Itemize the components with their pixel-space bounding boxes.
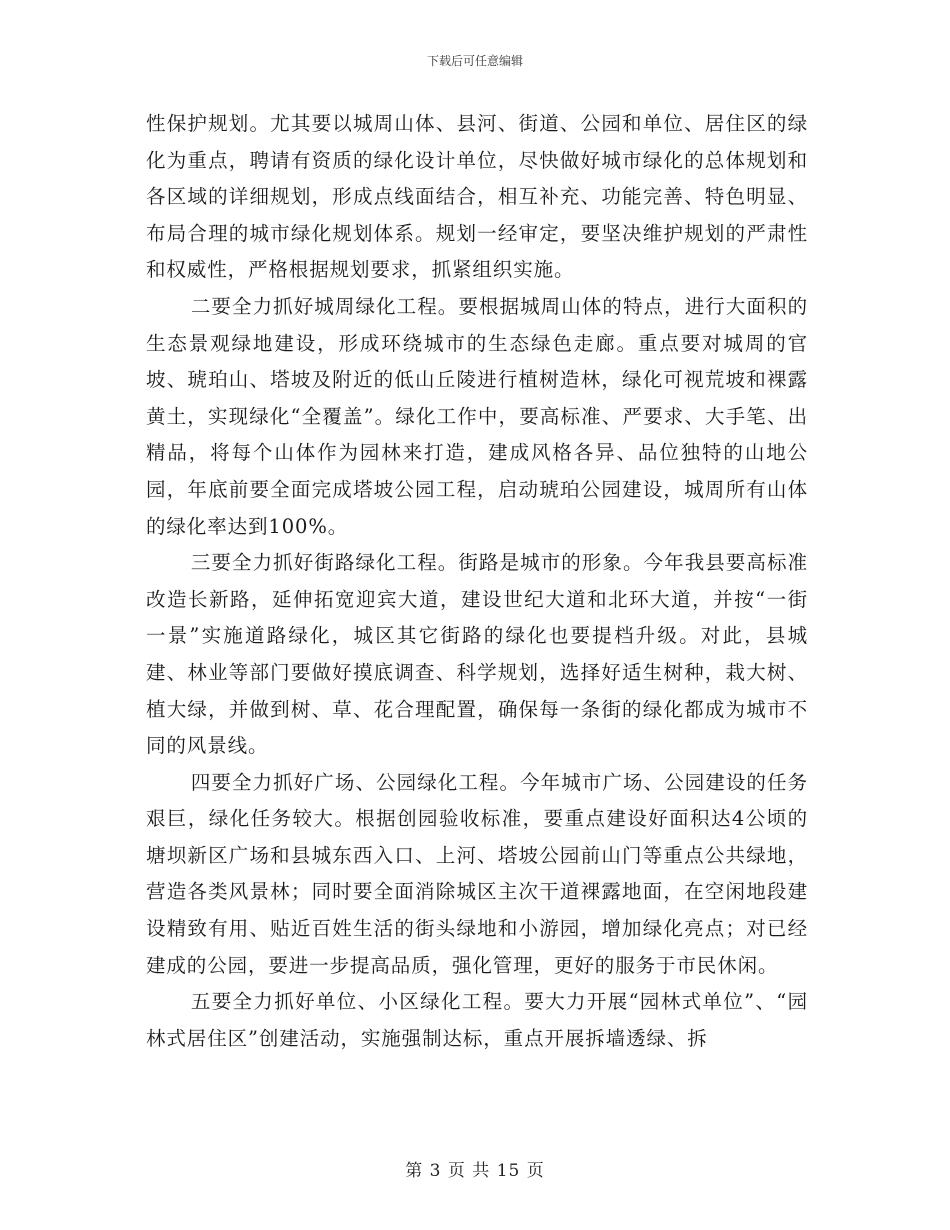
paragraph-2: 二要全力抓好城周绿化工程。要根据城周山体的特点，进行大面积的生态景观绿地建设，形成环绕城市的生态绿色走廊。重点要对城周的官坡、琥珀山、塔坡及附近的低山丘陵进行植树造林，绿化可视荒坡和裸露黄土，实现绿化“全覆盖”。绿化工作中，要高标准、严要求、大手笔、出精品，将每个山体作为园林来打造，建成风格各异、品位独特的山地公园，年底前要全面完成塔坡公园工程，启动琥珀公园建设，城周所有山体的绿化率达到100%。 [146, 294, 808, 538]
paragraph-5: 五要全力抓好单位、小区绿化工程。要大力开展“园林式单位”、“园林式居住区”创建活动，实施强制达标，重点开展拆墙透绿、拆 [146, 990, 808, 1050]
paragraph-3: 三要全力抓好街路绿化工程。街路是城市的形象。今年我县要高标准改造长新路，延伸拓宽迎宾大道，建设世纪大道和北环大道，并按“一街一景”实施道路绿化，城区其它街路的绿化也要提档升级。对此，县城建、林业等部门要做好摸底调查、科学规划，选择好适生树种，栽大树、植大绿，并做到树、草、花合理配置，确保每一条街的绿化都成为城市不同的风景线。 [146, 551, 808, 758]
paragraph-4: 四要全力抓好广场、公园绿化工程。今年城市广场、公园建设的任务艰巨，绿化任务较大。根据创园验收标准，要重点建设好面积达4公顷的塘坝新区广场和县城东西入口、上河、塔坡公园前山门等重点公共绿地，营造各类风景林；同时要全面消除城区主次干道裸露地面，在空闲地段建设精致有用、贴近百姓生活的街头绿地和小游园，增加绿化亮点；对已经建成的公园，要进一步提高品质，强化管理，更好的服务于市民休闲。 [146, 770, 808, 977]
paragraph-1: 性保护规划。尤其要以城周山体、县河、街道、公园和单位、居住区的绿化为重点，聘请有资质的绿化设计单位，尽快做好城市绿化的总体规划和各区域的详细规划，形成点线面结合，相互补充、功能完善、特色明显、布局合理的城市绿化规划体系。规划一经审定，要坚决维护规划的严肃性和权威性，严格根据规划要求，抓紧组织实施。 [146, 112, 808, 282]
page-number-footer: 第 3 页 共 15 页 [405, 1161, 545, 1181]
page-header: 下载后可任意编辑 [426, 54, 523, 68]
document-body [146, 106, 808, 1057]
